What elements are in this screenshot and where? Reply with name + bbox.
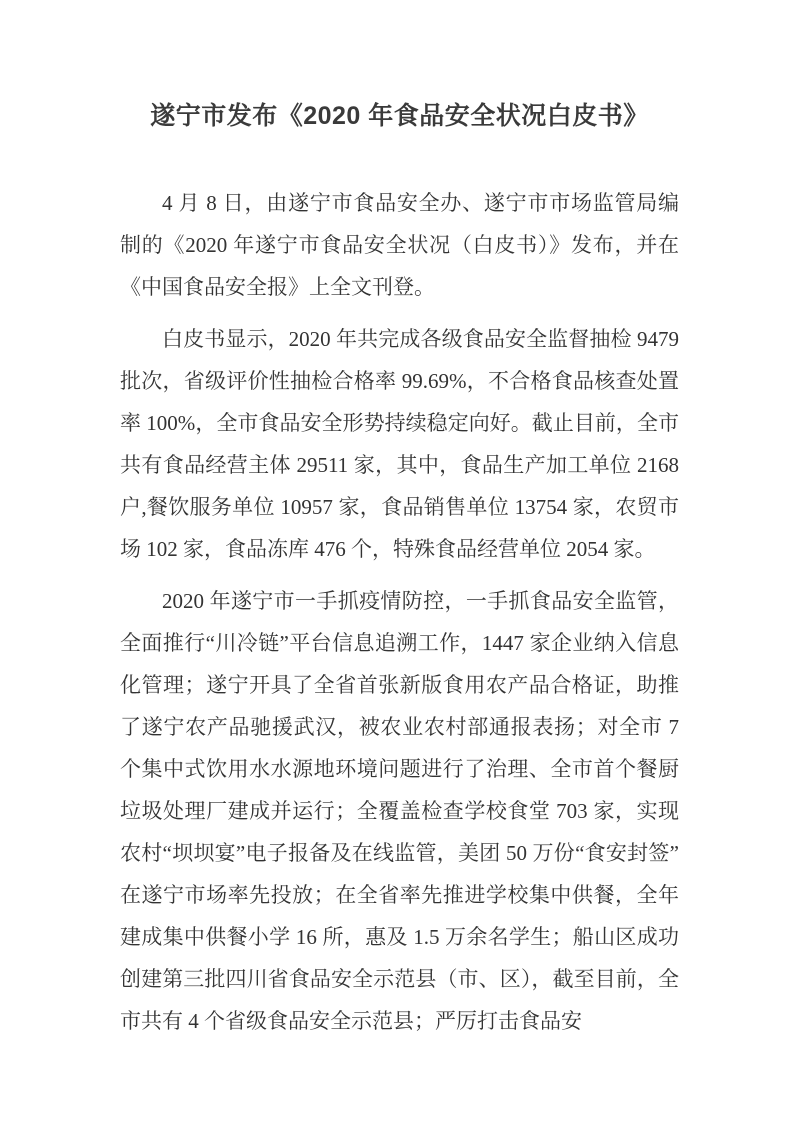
- document-title: 遂宁市发布《2020 年食品安全状况白皮书》: [150, 102, 649, 130]
- paragraph-release-announcement: 4 月 8 日，由遂宁市食品安全办、遂宁市市场监管局编制的《2020 年遂宁市食品安全状况（白皮书）》发布，并在《中国食品安全报》上全文刊登。: [120, 191, 679, 299]
- paragraph-2020-achievements: 2020 年遂宁市一手抓疫情防控，一手抓食品安全监管，全面推行“川冷链”平台信息追溯工作，1447 家企业纳入信息化管理；遂宁开具了全省首张新版食用农产品合格证，助推了遂宁农产品驰援武汉，被农业农村部通报表扬；对全市 7 个集中式饮用水水源地环境问题进行了治理、全市首个餐厨垃圾处理厂建成并运行；全覆盖检查学校食堂 703 家，实现农村“坝坝宴”电子报备及在线监管，美团 50 万份“食安封签”在遂宁市场率先投放；在全省率先推进学校集中供餐，全年建成集中供餐小学 16 所，惠及 1.5 万余名学生；船山区成功创建第三批四川省食品安全示范县（市、区），截至目前，全市共有 4 个省级食品安全示范县；严厉打击食品安: [120, 589, 679, 1033]
- paragraph-inspection-statistics: 白皮书显示，2020 年共完成各级食品安全监督抽检 9479 批次，省级评价性抽检合格率 99.69%，不合格食品核查处置率 100%，全市食品安全形势持续稳定向好。截止目前，全市共有食品经营主体 29511 家，其中，食品生产加工单位 2168 户,餐饮服务单位 10957 家，食品销售单位 13754 家，农贸市场 102 家，食品冻库 476 个，特殊食品经营单位 2054 家。: [120, 327, 679, 561]
